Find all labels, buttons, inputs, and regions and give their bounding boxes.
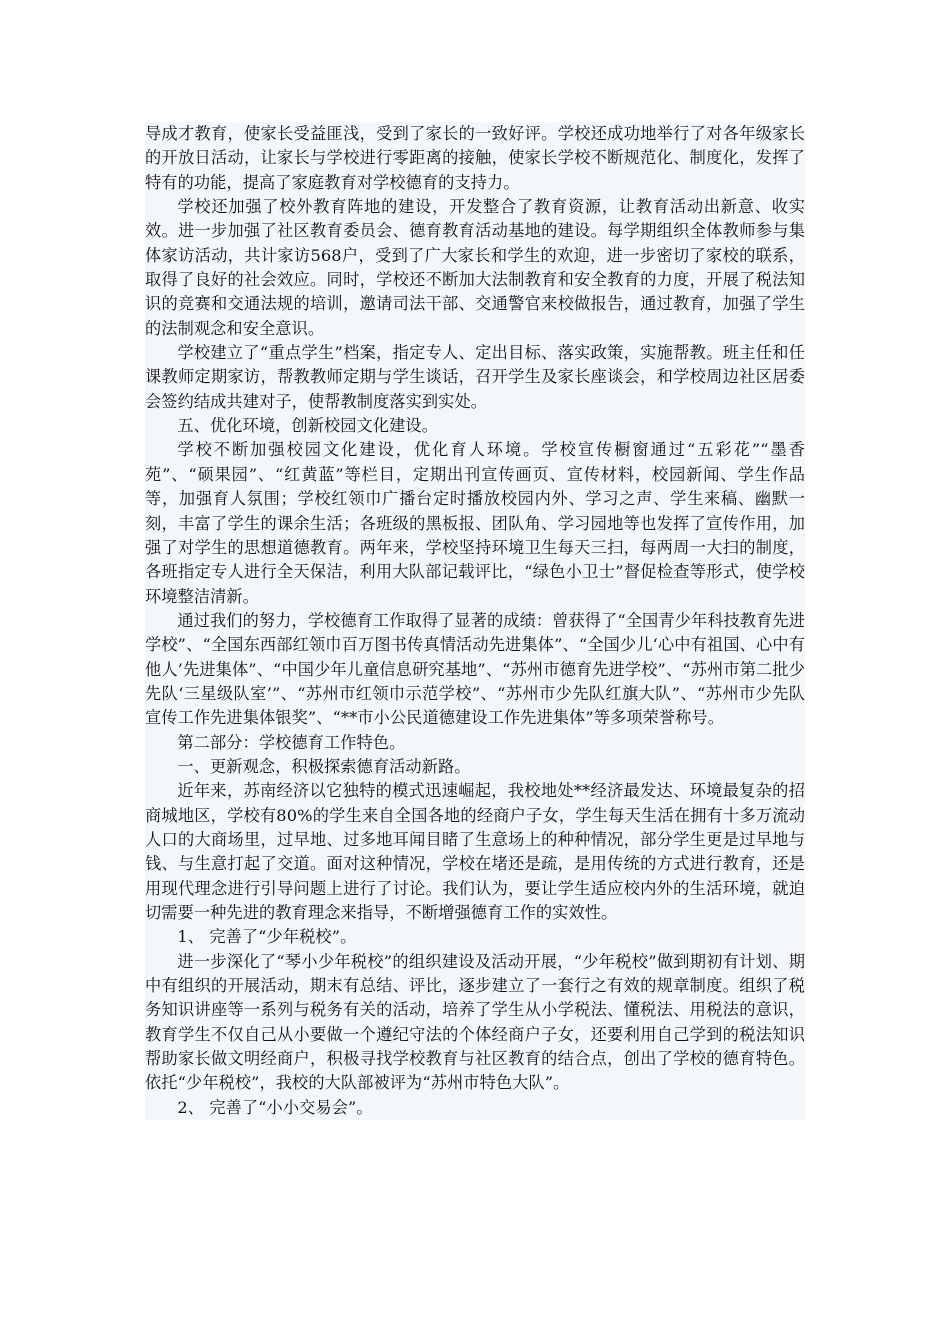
paragraph-achievements: 通过我们的努力，学校德育工作取得了显著的成绩：曾获得了“全国青少年科技教育先进学校”、“全国东西部红领巾百万图书传真情活动先进集体”、“全国少儿‘心中有祖国、心中有他人’先进集体”、“中国少年儿童信息研究基地”、“苏州市德育先进学校”、“苏州市第二批少先队‘三星级队室’”、“苏州市红领巾示范学校”、“苏州市少先队红旗大队”、“苏州市少先队宣传工作先进集体银奖”、“**市小公民道德建设工作先进集体”等多项荣誉称号。 <box>145 610 805 728</box>
paragraph-key-students: 学校建立了“重点学生”档案，指定专人、定出目标、落实政策，实施帮教。班主任和任课教师定期家访，帮教教师定期与学生谈话，召开学生及家长座谈会，和学校周边社区居委会签约结成共建对子，使帮教制度落实到实处。 <box>145 343 805 411</box>
paragraph-off-campus-education: 学校还加强了校外教育阵地的建设，开发整合了教育资源，让教育活动出新意、收实效。进一步加强了社区教育委员会、德育教育活动基地的建设。每学期组织全体教师参与集体家访活动，共计家访568户，受到了广大家长和学生的欢迎，进一步密切了家校的联系，取得了良好的社会效应。同时，学校还不断加大法制教育和安全教育的力度，开展了税法知识的竞赛和交通法规的培训，邀请司法干部、交通警官来校做报告，通过教育，加强了学生的法制观念和安全意识。 <box>145 197 805 338</box>
paragraph-parent-school-continued: 导成才教育，使家长受益匪浅，受到了家长的一致好评。学校还成功地举行了对各年级家长的开放日活动，让家长与学校进行零距离的接触，使家长学校不断规范化、制度化，发挥了特有的功能，提高了家庭教育对学校德育的支持力。 <box>145 124 805 192</box>
paragraph-southern-jiangsu-economy: 近年来，苏南经济以它独特的模式迅速崛起，我校地处**经济最发达、环境最复杂的招商城地区，学校有80%的学生来自全国各地的经商户子女，学生每天生活在拥有十多万流动人口的大商场里，过早地、过多地耳闻目睹了生意场上的种种情况，部分学生更是过早地与钱、与生意打起了交道。面对这种情况，学校在堵还是疏，是用传统的方式进行教育，还是用现代理念进行引导问题上进行了讨论。我们认为，要让学生适应校内外的生活环境，就迫切需要一种先进的教育理念来指导，不断增强德育工作的实效性。 <box>145 781 805 922</box>
heading-part-two: 第二部分：学校德育工作特色。 <box>177 732 406 752</box>
paragraph-campus-culture: 学校不断加强校园文化建设，优化育人环境。学校宣传橱窗通过“五彩花”“墨香苑”、“硕果园”、“红黄蓝”等栏目，定期出刊宣传画页、宣传材料，校园新闻、学生作品等，加强育人氛围；学校红领巾广播台定时播放校园内外、学习之声、学生来稿、幽默一刻，丰富了学生的课余生活；各班级的黑板报、团队角、学习园地等也发挥了宣传作用，加强了对学生的思想道德教育。两年来，学校坚持环境卫生每天三扫，每两周一大扫的制度，各班指定专人进行全天保洁，利用大队部记载评比，“绿色小卫士”督促检查等形式，使学校环境整洁清新。 <box>145 440 805 606</box>
paragraph-youth-tax-school: 进一步深化了“琴小少年税校”的组织建设及活动开展，“少年税校”做到期初有计划、期中有组织的开展活动，期末有总结、评比，逐步建立了一套行之有效的规章制度。组织了税务知识讲座等一系列与税务有关的活动，培养了学生从小学税法、懂税法、用税法的意识，教育学生不仅自己从小要做一个遵纪守法的个体经商户子女，还要利用自己学到的税法知识帮助家长做文明经商户，积极寻找学校教育与社区教育的结合点，创出了学校的德育特色。依托“少年税校”，我校的大队部被评为“苏州市特色大队”。 <box>145 951 805 1093</box>
heading-youth-tax-school: 1、 完善了“少年税校”。 <box>177 927 357 947</box>
heading-update-concepts: 一、更新观念，积极探索德育活动新路。 <box>177 756 471 776</box>
document-body <box>145 122 805 1120</box>
heading-optimize-environment: 五、优化环境，创新校园文化建设。 <box>177 416 438 436</box>
heading-small-trade-fair: 2、 完善了“小小交易会”。 <box>177 1097 373 1117</box>
